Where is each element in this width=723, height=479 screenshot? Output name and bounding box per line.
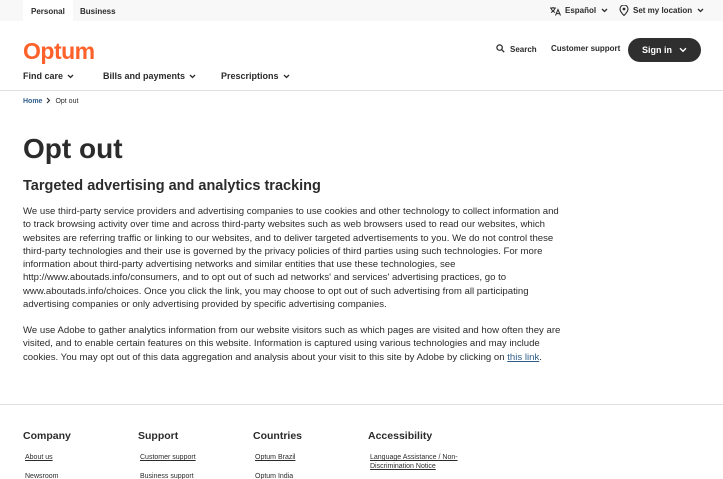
customer-support-link[interactable]: Customer support	[551, 44, 621, 53]
search-icon	[496, 44, 505, 55]
period: .	[539, 351, 542, 363]
analytics-paragraph	[23, 324, 568, 364]
footer-link-business-support[interactable]: Business support	[140, 473, 194, 479]
sign-in-button[interactable]	[628, 38, 701, 62]
search-label: Search	[510, 45, 537, 54]
footer-company	[23, 430, 71, 479]
sign-in-label: Sign in	[642, 45, 672, 55]
footer-link-language-assistance[interactable]: Language Assistance / Non-Discrimination Notice	[370, 454, 458, 470]
language-label: Español	[565, 6, 597, 15]
footer-heading: Support	[138, 430, 179, 442]
footer-link-about-us[interactable]: About us	[25, 454, 53, 461]
chevron-down-icon	[283, 71, 290, 81]
footer-link-optum-brazil[interactable]: Optum Brazil	[255, 454, 296, 461]
translate-icon	[549, 6, 561, 16]
footer-support	[138, 430, 196, 479]
chevron-right-icon	[46, 97, 51, 106]
tab-personal[interactable]: Personal	[23, 0, 73, 21]
footer-link-customer-support[interactable]: Customer support	[140, 454, 196, 461]
header-divider	[0, 90, 723, 91]
chevron-down-icon	[601, 8, 608, 13]
search-button[interactable]	[496, 44, 537, 55]
utility-bar	[0, 0, 723, 21]
footer-heading: Accessibility	[368, 430, 433, 442]
nav-label: Prescriptions	[221, 71, 279, 81]
location-label: Set my location	[633, 6, 693, 15]
footer-divider	[0, 404, 723, 405]
nav-label: Find care	[23, 71, 64, 81]
nav-bills-and-payments[interactable]	[103, 71, 196, 81]
chevron-down-icon	[67, 71, 74, 81]
analytics-text: We use Adobe to gather analytics information from our website visitors such as which pages are visited and how often they are visited, and to enable certain features on this website. Information is captured using various technologies and may include cookies. You may opt out of this data aggregation and analysis about your visit to this site by Adobe by clicking on	[23, 325, 561, 363]
footer-link-optum-india[interactable]: Optum India	[255, 473, 294, 479]
chevron-down-icon	[189, 71, 196, 81]
nav-find-care[interactable]	[23, 71, 74, 81]
location-selector[interactable]	[619, 0, 704, 21]
chevron-down-icon	[697, 8, 704, 13]
language-selector[interactable]	[549, 0, 608, 21]
page-title: Opt out	[23, 133, 123, 164]
breadcrumb-current: Opt out	[55, 98, 79, 105]
chevron-down-icon	[679, 45, 687, 55]
footer-accessibility	[368, 430, 482, 479]
footer-link-newsroom[interactable]: Newsroom	[25, 473, 59, 479]
breadcrumb	[23, 97, 78, 106]
tab-business[interactable]: Business	[80, 7, 116, 16]
section-heading: Targeted advertising and analytics tracking	[23, 178, 321, 194]
breadcrumb-home-link[interactable]: Home	[23, 98, 43, 105]
advertising-paragraph: We use third-party service providers and advertising companies to use cookies and other technology to collect information and to track browsing activity over time and across third-party websites such as web browsers used to read our websites, which websites are referring traffic or linking to our websites, and to deliver targeted advertisements to you. We do not control these third-party technologies and their use is governed by the privacy policies of third parties using such technologies. For more information about third-party advertising networks and similar entities that use these technologies, see http://www.aboutads.info/consumers, and to opt out of such ad networks' and services' advertising practices, go to www.aboutads.info/choices. Once you click the link, you may choose to opt out of such advertising from all participating advertising companies or only advertising provided by specific advertising companies.	[23, 206, 559, 311]
nav-label: Bills and payments	[103, 71, 186, 81]
footer-heading: Company	[23, 430, 71, 442]
adobe-opt-out-link[interactable]: this link	[507, 351, 540, 363]
footer-countries	[253, 430, 302, 479]
optum-logo[interactable]: Optum	[23, 38, 95, 64]
footer-heading: Countries	[253, 430, 303, 442]
location-pin-icon	[619, 5, 629, 16]
nav-prescriptions[interactable]	[221, 71, 290, 81]
